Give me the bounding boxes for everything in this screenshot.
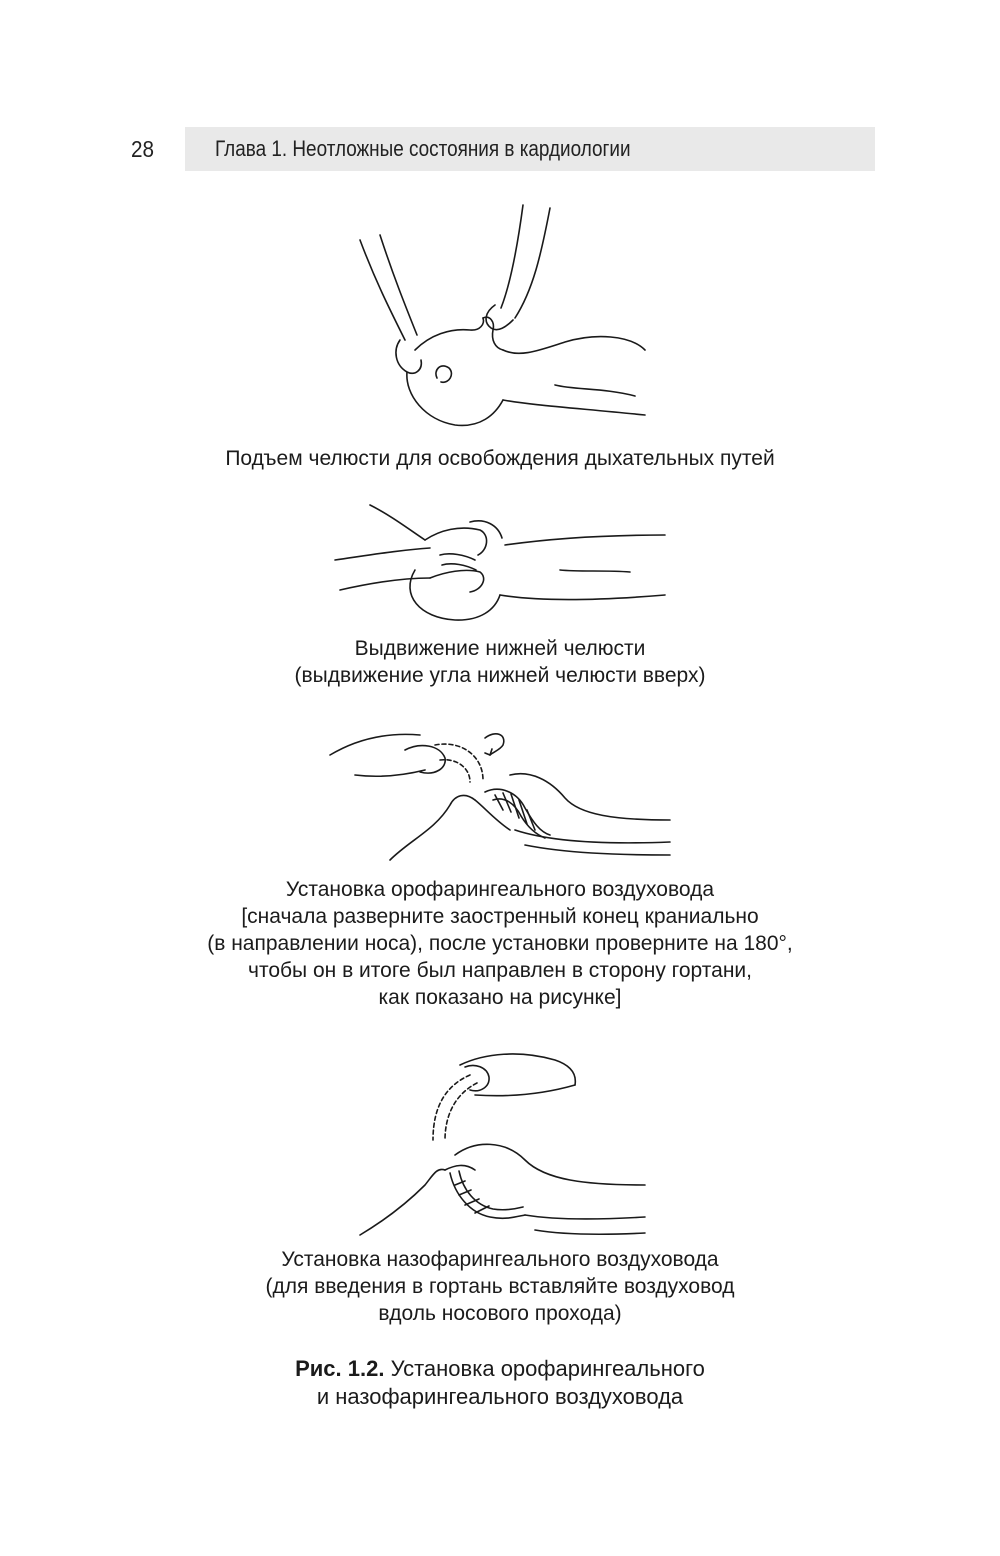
caption-jaw-thrust <box>0 635 1000 689</box>
caption-line: (выдвижение угла нижней челюсти вверх) <box>294 664 706 687</box>
caption-oropharyngeal <box>0 876 1000 1011</box>
caption-line: Установка назофарингеального воздуховода <box>281 1248 719 1271</box>
figure-caption-text-1: Установка орофарингеального <box>390 1356 705 1381</box>
caption-line: Подъем челюсти для освобождения дыхательных путей <box>225 447 775 470</box>
caption-line: (в направлении носа), после установки проверните на 180°, <box>207 932 793 955</box>
jaw-thrust-drawing <box>330 500 675 625</box>
nasopharyngeal-airway-illustration <box>355 1045 655 1240</box>
jaw-thrust-illustration <box>330 500 675 625</box>
head-tilt-chin-lift-illustration <box>345 200 655 435</box>
caption-line: чтобы он в итоге был направлен в сторону гортани, <box>248 959 752 982</box>
figure-caption <box>0 1355 1000 1411</box>
caption-line: вдоль носового прохода) <box>378 1302 622 1325</box>
nasopharyngeal-airway-drawing <box>355 1045 655 1240</box>
caption-line: Установка орофарингеального воздуховода <box>285 878 715 901</box>
figure-label: Рис. 1.2. <box>295 1356 385 1381</box>
caption-nasopharyngeal <box>0 1246 1000 1327</box>
figure-caption-line-1 <box>0 1355 1000 1383</box>
caption-line: (для введения в гортань вставляйте воздуховод <box>265 1275 735 1298</box>
caption-line: Выдвижение нижней челюсти <box>354 637 646 660</box>
caption-line: как показано на рисунке] <box>378 986 622 1009</box>
oropharyngeal-airway-illustration <box>325 720 675 865</box>
page-number: 28 <box>131 136 155 162</box>
running-header <box>185 127 875 171</box>
figure-caption-line-2: и назофарингеального воздуховода <box>316 1384 684 1409</box>
head-tilt-chin-lift-drawing <box>345 200 655 435</box>
caption-line: [сначала разверните заостренный конец краниально <box>241 905 759 928</box>
oropharyngeal-airway-drawing <box>325 720 675 865</box>
caption-head-tilt <box>0 445 1000 472</box>
chapter-title: Глава 1. Неотложные состояния в кардиологии <box>215 136 631 161</box>
